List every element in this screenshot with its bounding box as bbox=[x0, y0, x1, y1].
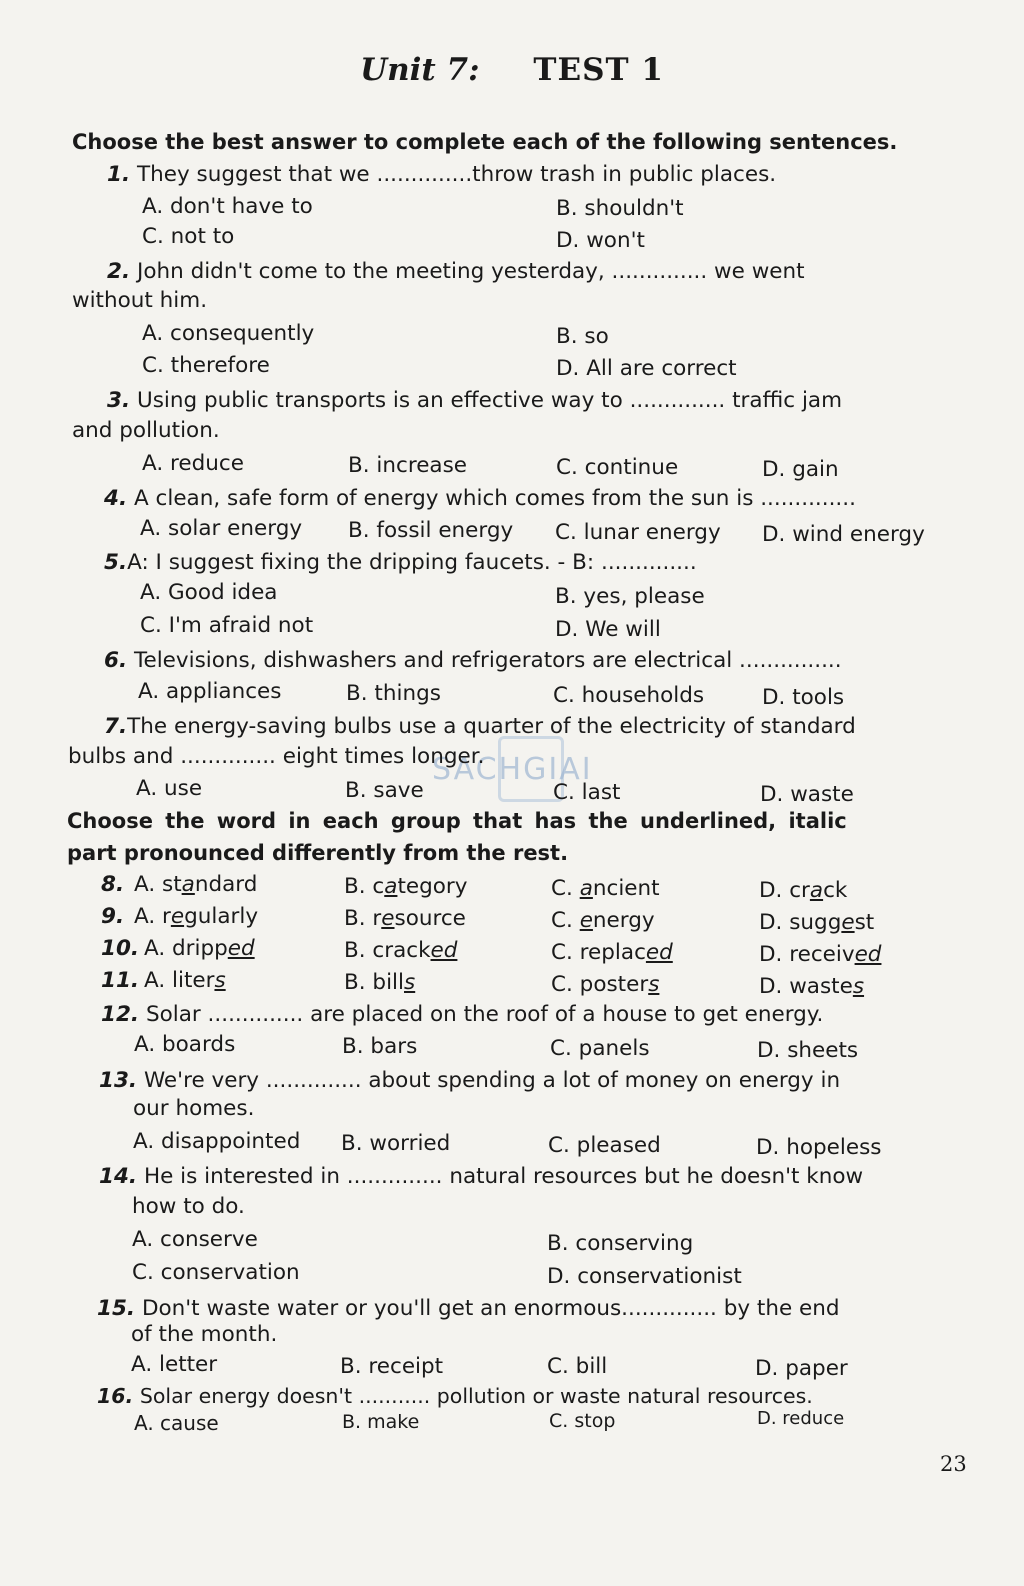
q9-option-b[interactable]: B. resource bbox=[344, 906, 466, 931]
q16-option-a[interactable]: A. cause bbox=[134, 1411, 219, 1435]
q10-option-a[interactable]: A. dripped bbox=[144, 936, 255, 961]
q12-option-c[interactable]: C. panels bbox=[550, 1036, 650, 1061]
q3-option-a[interactable]: A. reduce bbox=[142, 451, 244, 476]
page-number: 23 bbox=[940, 1452, 967, 1476]
q2-option-c[interactable]: C. therefore bbox=[142, 353, 270, 378]
question-14: 14. He is interested in .............. natural resources but he doesn't know bbox=[99, 1164, 864, 1189]
q8-option-c[interactable]: C. ancient bbox=[551, 876, 660, 901]
q6-option-c[interactable]: C. households bbox=[553, 683, 705, 708]
q10-option-d[interactable]: D. received bbox=[759, 942, 882, 967]
q1-option-a[interactable]: A. don't have to bbox=[142, 194, 313, 219]
question-6: 6. Televisions, dishwashers and refrigerators are electrical ............... bbox=[104, 648, 842, 673]
q7-option-d[interactable]: D. waste bbox=[760, 782, 854, 807]
q14-option-c[interactable]: C. conservation bbox=[132, 1260, 300, 1285]
question-1: 1. They suggest that we ..............throw trash in public places. bbox=[107, 162, 777, 187]
q7-option-c[interactable]: C. last bbox=[553, 780, 621, 805]
q3-option-d[interactable]: D. gain bbox=[762, 457, 839, 482]
question-8: 8. bbox=[101, 872, 125, 897]
q5-option-d[interactable]: D. We will bbox=[555, 617, 661, 642]
q16-option-d[interactable]: D. reduce bbox=[757, 1408, 845, 1429]
q8-option-b[interactable]: B. category bbox=[344, 874, 468, 899]
q2-option-b[interactable]: B. so bbox=[556, 324, 609, 349]
q9-option-a[interactable]: A. regularly bbox=[134, 904, 259, 929]
q13-option-c[interactable]: C. pleased bbox=[548, 1133, 661, 1158]
q15-option-b[interactable]: B. receipt bbox=[340, 1354, 444, 1379]
question-2: 2. John didn't come to the meeting yesterday, .............. we went bbox=[107, 259, 805, 284]
q4-option-d[interactable]: D. wind energy bbox=[762, 522, 925, 547]
q6-option-a[interactable]: A. appliances bbox=[138, 679, 282, 704]
q13-option-a[interactable]: A. disappointed bbox=[133, 1129, 301, 1154]
q4-option-a[interactable]: A. solar energy bbox=[140, 516, 303, 541]
q7-option-a[interactable]: A. use bbox=[136, 776, 203, 801]
question-15-continued: of the month. bbox=[131, 1322, 278, 1347]
question-16: 16. Solar energy doesn't ........... pollution or waste natural resources. bbox=[97, 1384, 813, 1408]
question-7-continued: bulbs and .............. eight times longer. bbox=[68, 744, 485, 769]
question-11: 11. bbox=[101, 968, 140, 993]
q5-option-b[interactable]: B. yes, please bbox=[555, 584, 705, 609]
q10-option-b[interactable]: B. cracked bbox=[344, 938, 458, 963]
unit-label: Unit 7: bbox=[360, 52, 480, 88]
question-9: 9. bbox=[101, 904, 125, 929]
question-13: 13. We're very .............. about spending a lot of money on energy in bbox=[99, 1068, 841, 1093]
q6-option-d[interactable]: D. tools bbox=[762, 685, 845, 710]
instruction-section1: Choose the best answer to complete each of the following sentences. bbox=[72, 130, 898, 154]
question-3-continued: and pollution. bbox=[72, 418, 220, 443]
question-4: 4. A clean, safe form of energy which comes from the sun is .............. bbox=[104, 486, 856, 511]
question-7: 7.The energy-saving bulbs use a quarter of the electricity of standard bbox=[104, 714, 856, 739]
q14-option-d[interactable]: D. conservationist bbox=[547, 1264, 742, 1289]
q4-option-b[interactable]: B. fossil energy bbox=[348, 518, 514, 543]
q14-option-a[interactable]: A. conserve bbox=[132, 1227, 258, 1252]
question-12: 12. Solar .............. are placed on the roof of a house to get energy. bbox=[101, 1002, 824, 1027]
q9-option-d[interactable]: D. suggest bbox=[759, 910, 875, 935]
q3-option-c[interactable]: C. continue bbox=[556, 455, 679, 480]
q9-option-c[interactable]: C. energy bbox=[551, 908, 655, 933]
q12-option-a[interactable]: A. boards bbox=[134, 1032, 236, 1057]
q2-option-a[interactable]: A. consequently bbox=[142, 321, 315, 346]
q15-option-a[interactable]: A. letter bbox=[131, 1352, 218, 1377]
instruction-section2-line1: Choose the word in each group that has the underlined, italic bbox=[67, 809, 847, 833]
q5-option-a[interactable]: A. Good idea bbox=[140, 580, 278, 605]
q15-option-c[interactable]: C. bill bbox=[547, 1354, 608, 1379]
q2-option-d[interactable]: D. All are correct bbox=[556, 356, 737, 381]
q3-option-b[interactable]: B. increase bbox=[348, 453, 468, 478]
q16-option-b[interactable]: B. make bbox=[342, 1411, 420, 1433]
question-14-continued: how to do. bbox=[132, 1194, 245, 1219]
q11-option-a[interactable]: A. liters bbox=[144, 968, 226, 993]
q10-option-c[interactable]: C. replaced bbox=[551, 940, 673, 965]
q11-option-d[interactable]: D. wastes bbox=[759, 974, 865, 999]
watermark-text: SACHGIAI bbox=[432, 752, 593, 787]
question-5: 5.A: I suggest fixing the dripping faucets. - B: .............. bbox=[104, 550, 697, 575]
q5-option-c[interactable]: C. I'm afraid not bbox=[140, 613, 314, 638]
instruction-section2-line2: part pronounced differently from the rest. bbox=[67, 841, 569, 865]
q13-option-b[interactable]: B. worried bbox=[341, 1131, 451, 1156]
question-15: 15. Don't waste water or you'll get an enormous.............. by the end bbox=[97, 1296, 840, 1321]
q14-option-b[interactable]: B. conserving bbox=[547, 1231, 694, 1256]
q12-option-d[interactable]: D. sheets bbox=[757, 1038, 859, 1063]
test-label: TEST 1 bbox=[533, 52, 664, 88]
q11-option-b[interactable]: B. bills bbox=[344, 970, 416, 995]
q16-option-c[interactable]: C. stop bbox=[549, 1410, 616, 1432]
q7-option-b[interactable]: B. save bbox=[345, 778, 424, 803]
q13-option-d[interactable]: D. hopeless bbox=[756, 1135, 882, 1160]
question-10: 10. bbox=[101, 936, 140, 961]
q1-option-d[interactable]: D. won't bbox=[556, 228, 645, 253]
question-13-continued: our homes. bbox=[133, 1096, 255, 1121]
q8-option-a[interactable]: A. standard bbox=[134, 872, 258, 897]
q12-option-b[interactable]: B. bars bbox=[342, 1034, 418, 1059]
question-3: 3. Using public transports is an effective way to .............. traffic jam bbox=[107, 388, 843, 413]
q4-option-c[interactable]: C. lunar energy bbox=[555, 520, 721, 545]
page-title bbox=[0, 52, 1024, 88]
q15-option-d[interactable]: D. paper bbox=[755, 1356, 848, 1381]
q11-option-c[interactable]: C. posters bbox=[551, 972, 660, 997]
q1-option-b[interactable]: B. shouldn't bbox=[556, 196, 684, 221]
q6-option-b[interactable]: B. things bbox=[346, 681, 441, 706]
q1-option-c[interactable]: C. not to bbox=[142, 224, 235, 249]
question-2-continued: without him. bbox=[72, 288, 208, 313]
q8-option-d[interactable]: D. crack bbox=[759, 878, 848, 903]
